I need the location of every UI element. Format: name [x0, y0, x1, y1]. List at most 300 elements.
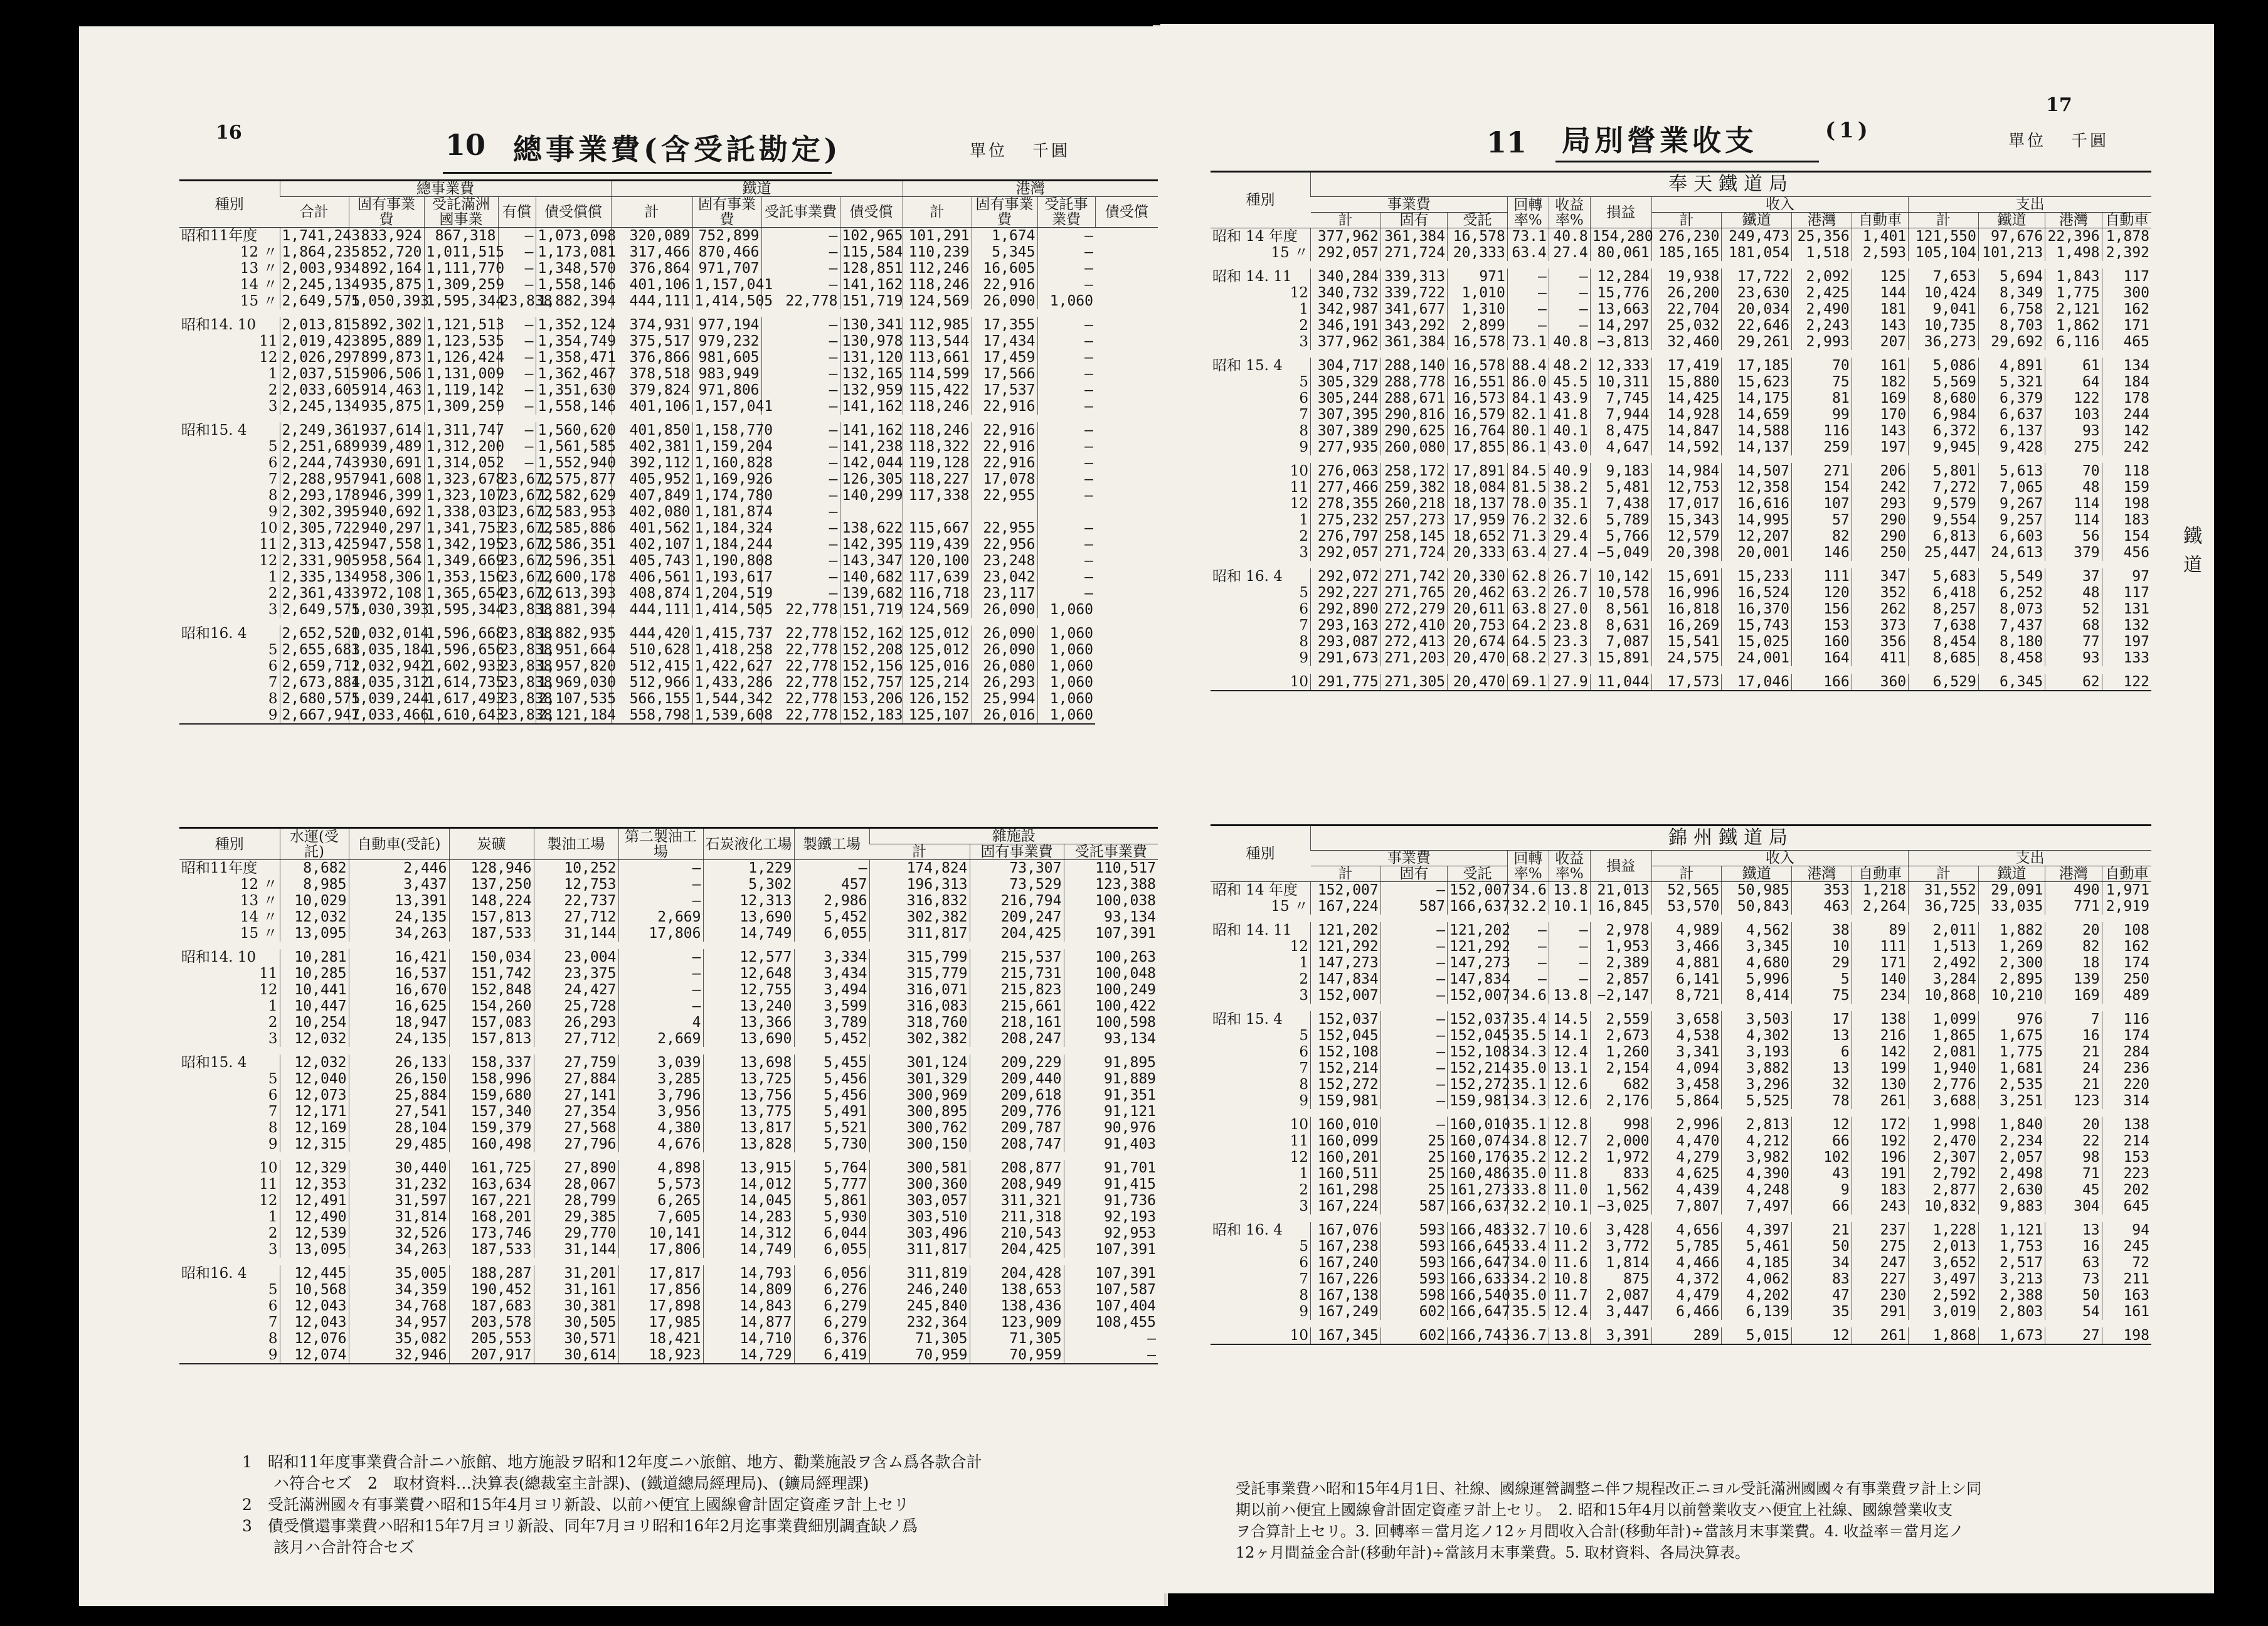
row-spacer [1211, 1320, 2151, 1327]
table-cell: 14,793 [703, 1265, 794, 1282]
table-cell: 187,533 [449, 1241, 534, 1258]
table-cell: 25,994 [972, 691, 1037, 707]
table-cell: 20 [2045, 1117, 2102, 1133]
table-cell: 139,682 [840, 585, 903, 602]
table-cell: 271,742 [1380, 568, 1447, 585]
table-cell: 1,972 [1590, 1149, 1651, 1166]
row-label: 12 [259, 349, 278, 366]
table-cell: 152,272 [1311, 1076, 1381, 1093]
table-cell: 215,731 [970, 965, 1064, 982]
table-cell: — [1037, 569, 1095, 585]
table-cell: 187,683 [449, 1298, 534, 1314]
table-cell: 361,384 [1380, 334, 1447, 350]
table-row [179, 625, 1158, 642]
table-cell: 126,305 [840, 471, 903, 487]
table-cell: 2,033,605 [280, 382, 349, 398]
table-cell: 1,422,627 [692, 658, 761, 674]
table-cell: — [1037, 585, 1095, 602]
row-label: 1 [1299, 301, 1309, 317]
table-cell: 271,765 [1380, 585, 1447, 601]
table-row [1211, 228, 2151, 245]
row-label: 6 [1299, 390, 1309, 406]
table-row [179, 422, 1158, 438]
table-cell: 174 [2102, 955, 2151, 971]
table-cell: 118 [2102, 463, 2151, 479]
table-cell: 7,745 [1590, 390, 1651, 406]
table-cell: 867,318 [424, 228, 498, 245]
table-cell: 91,895 [1064, 1055, 1158, 1071]
table-cell: 1,111,770 [424, 260, 498, 277]
table-cell: 7,638 [1909, 617, 1979, 634]
table-cell: 208,877 [970, 1160, 1064, 1176]
table-cell: 29,692 [1978, 334, 2045, 350]
table-cell: 12.8 [1549, 1117, 1590, 1133]
table-cell: 35,005 [349, 1265, 449, 1282]
table-row [1211, 1304, 2151, 1320]
table-cell: 204,428 [970, 1265, 1064, 1282]
table-cell: — [1037, 349, 1095, 366]
table-cell: 292,057 [1311, 545, 1381, 561]
table-cell: 84.5 [1507, 463, 1549, 479]
table-cell: 169 [1852, 390, 1908, 406]
row-label: 6 [268, 1087, 278, 1103]
table-cell: 2,535 [1978, 1076, 2045, 1093]
table-cell: 20,333 [1448, 245, 1508, 261]
table-cell: 3,458 [1651, 1076, 1722, 1093]
table-cell: 167,224 [1311, 898, 1381, 915]
table-cell: 12,073 [280, 1087, 349, 1103]
table-cell: 6,056 [794, 1265, 869, 1282]
table-cell: 73,307 [970, 860, 1064, 877]
row-label: 6 [268, 658, 278, 674]
table-cell: 510,628 [611, 642, 692, 658]
table-cell: 3,658 [1651, 1011, 1722, 1028]
col-header: 計 [1311, 866, 1381, 882]
table-cell: 28,799 [534, 1193, 618, 1209]
table-cell: 169 [2045, 987, 2102, 1004]
table-cell: 1,741,243 [280, 228, 349, 245]
table-cell: 5,455 [794, 1055, 869, 1071]
table-cell: 30,571 [534, 1331, 618, 1347]
table-cell: 971 [1448, 268, 1508, 285]
row-label: 6 [1299, 1044, 1309, 1060]
table-cell: 463 [1792, 898, 1852, 915]
table-cell: 2,331,905 [280, 553, 349, 569]
table-cell: 147,834 [1311, 971, 1381, 987]
table-cell: 5,456 [794, 1071, 869, 1087]
row-label: 9 [179, 707, 280, 724]
table-cell: 3,789 [794, 1014, 869, 1031]
footnote: 12ヶ月間益金合計(移動年計)÷當該月末事業費。5. 取材資料、各局決算表。 [1236, 1544, 1750, 1561]
table-cell: 5,086 [1909, 358, 1979, 374]
table-cell: 43 [1792, 1166, 1852, 1182]
table-cell: 6,376 [794, 1331, 869, 1347]
table-cell: 97 [2102, 568, 2151, 585]
col-header: 計 [1311, 213, 1381, 228]
table-row [179, 707, 1158, 724]
table-cell: 2,813 [1722, 1117, 1792, 1133]
table-cell: 50,985 [1722, 882, 1792, 899]
table-cell: 152,183 [840, 707, 903, 724]
table-cell: — [498, 317, 536, 333]
table-cell: 1,035,184 [349, 642, 424, 658]
table-cell: 2,087 [1590, 1287, 1651, 1304]
col-header: 自動車 [2102, 866, 2151, 882]
row-label: 7 [268, 1314, 278, 1331]
row-label: 12 [1290, 285, 1309, 301]
table-cell: — [498, 260, 536, 277]
row-label: 6 [1299, 1255, 1309, 1271]
table-cell: 34,768 [349, 1298, 449, 1314]
table-cell: 339,313 [1380, 268, 1447, 285]
table-row [179, 382, 1158, 398]
table-cell: 1,358,471 [536, 349, 611, 366]
table-cell: 167,249 [1311, 1304, 1381, 1320]
row-spacer [179, 1152, 1158, 1160]
col-header: 固有事業費 [970, 844, 1064, 860]
table-cell: 1,513 [1909, 938, 1979, 955]
table-cell: 2,013 [1909, 1238, 1979, 1255]
table-row [179, 1087, 1158, 1103]
table-cell: 490 [2045, 882, 2102, 899]
table-cell: 34.3 [1507, 1044, 1549, 1060]
table-cell: — [1507, 317, 1549, 334]
table-cell: 14,312 [703, 1225, 794, 1241]
table-cell: 152,037 [1311, 1011, 1381, 1028]
table-cell: 7,653 [1909, 268, 1979, 285]
table-cell: 183 [2102, 512, 2151, 528]
table-cell: 218,161 [970, 1014, 1064, 1031]
table-cell: 377,962 [1311, 228, 1381, 245]
col-header: 回轉率% [1507, 197, 1549, 228]
table-cell: 183 [1852, 1182, 1908, 1198]
table-cell: 23,248 [972, 553, 1037, 569]
table-cell: 2,559 [1590, 1011, 1651, 1028]
table-cell: 14,843 [703, 1298, 794, 1314]
table-cell: 318,760 [869, 1014, 970, 1031]
table-cell: 374,931 [611, 317, 692, 333]
table-cell: 346,191 [1311, 317, 1381, 334]
table-cell: 300,150 [869, 1136, 970, 1152]
table-cell: 2,026,297 [280, 349, 349, 366]
spacer-cell [179, 942, 1158, 949]
table-cell: 3,296 [1722, 1076, 1792, 1093]
table-cell: 4,390 [1722, 1166, 1792, 1182]
table-cell: 12,032 [280, 909, 349, 925]
table-cell: 2,293,178 [280, 487, 349, 504]
table-row [179, 1071, 1158, 1087]
table-cell: 121,292 [1448, 938, 1508, 955]
table-cell: 1,309,259 [424, 398, 498, 415]
row-label: 10 [1211, 674, 1311, 691]
table-cell: 12,284 [1590, 268, 1651, 285]
table-cell: — [498, 422, 536, 438]
table-cell: 361,384 [1380, 228, 1447, 245]
table-cell: 2,249,361 [280, 422, 349, 438]
table-cell: 34.6 [1507, 987, 1549, 1004]
table-cell: 117,338 [903, 487, 972, 504]
table-cell: 8,561 [1590, 601, 1651, 617]
table-cell: 12,490 [280, 1209, 349, 1225]
row-spacer [1211, 561, 2151, 568]
table-cell: 17,078 [972, 471, 1037, 487]
table-cell: 11.7 [1549, 1287, 1590, 1304]
table-cell: 15,343 [1651, 512, 1722, 528]
table-cell: 166,540 [1448, 1287, 1508, 1304]
table-cell: 1,060 [1037, 293, 1095, 309]
table-cell: 262 [1852, 601, 1908, 617]
table-cell: 197 [1852, 439, 1908, 455]
table-cell: 352 [1852, 585, 1908, 601]
table-cell: — [761, 520, 840, 536]
row-label: 13 〃 [240, 893, 278, 909]
table-cell: 593 [1380, 1238, 1447, 1255]
table-cell: 208,247 [970, 1031, 1064, 1047]
table-cell: 206 [1852, 463, 1908, 479]
table-cell: 5,777 [794, 1176, 869, 1193]
table-cell: 167,238 [1311, 1238, 1381, 1255]
table-cell: 138,436 [970, 1298, 1064, 1314]
table-row [1211, 1222, 2151, 1238]
table-cell: 24,575 [1651, 650, 1722, 666]
table-cell: 77 [2045, 634, 2102, 650]
table-row [1211, 1238, 2151, 1255]
table-cell: 21 [2045, 1076, 2102, 1093]
table-cell: 101,291 [903, 228, 972, 245]
table-cell: 64.2 [1507, 617, 1549, 634]
table-cell: 1,229 [703, 860, 794, 877]
table-cell: 22,916 [972, 422, 1037, 438]
table-cell: 31,552 [1909, 882, 1979, 899]
table-cell: 8,631 [1590, 617, 1651, 634]
table-cell: 32.6 [1549, 512, 1590, 528]
table-cell: 23,117 [972, 585, 1037, 602]
col-header: 受託事業費 [1037, 197, 1095, 228]
table-cell: 125,012 [903, 642, 972, 658]
table-cell: 156 [1792, 601, 1852, 617]
unit-label: 單位 [970, 142, 1008, 161]
row-label: 12 [1290, 496, 1309, 512]
row-label: 5 [268, 438, 278, 455]
table-cell: 123,909 [970, 1314, 1064, 1331]
row-label: 13 〃 [240, 260, 278, 277]
row-spacer [1211, 1214, 2151, 1222]
table-cell: 12,648 [703, 965, 794, 982]
table-cell: 290,816 [1380, 406, 1447, 423]
table-cell: 5,864 [1651, 1093, 1722, 1109]
table-cell: 152,108 [1448, 1044, 1508, 1060]
table-cell: 2,019,423 [280, 333, 349, 349]
table-cell: 27,890 [534, 1160, 618, 1176]
table-cell: 375,517 [611, 333, 692, 349]
table-cell: 132,959 [840, 382, 903, 398]
table-cell: 3,284 [1909, 971, 1979, 987]
table-cell: 8,073 [1978, 601, 2045, 617]
table-cell: 979,232 [692, 333, 761, 349]
table-cell: 22,704 [1651, 301, 1722, 317]
table-cell: — [1037, 228, 1095, 245]
table-cell: 26,090 [972, 602, 1037, 618]
table-cell: 4 [618, 1014, 703, 1031]
table-cell: 75 [1792, 987, 1852, 1004]
table-cell: 113,544 [903, 333, 972, 349]
table-cell: 22,778 [761, 625, 840, 642]
table-cell: 173,746 [449, 1225, 534, 1241]
table-cell: 1,060 [1037, 625, 1095, 642]
table-cell: 558,798 [611, 707, 692, 724]
table-cell: 1,354,749 [536, 333, 611, 349]
table-cell: 208,949 [970, 1176, 1064, 1193]
table-cell: 166,743 [1448, 1327, 1508, 1344]
table-cell: 76.2 [1507, 512, 1549, 528]
table-row [1211, 285, 2151, 301]
table-row [1211, 406, 2151, 423]
table-cell: 3,213 [1978, 1271, 2045, 1287]
table-cell: 17,891 [1448, 463, 1508, 479]
table-cell: 4,372 [1651, 1271, 1722, 1287]
footnote: 1 昭和11年度事業費合計ニハ旅館、地方施設ヲ昭和12年度ニハ旅館、地方、勸業施設ヲ含ム爲各款合計 [242, 1453, 982, 1471]
table-cell: 105,104 [1909, 245, 1979, 261]
table-cell: 4,625 [1651, 1166, 1722, 1182]
table-cell: 23,838 [498, 658, 536, 674]
table-cell: 1,184,244 [692, 536, 761, 553]
table-cell: 272,279 [1380, 601, 1447, 617]
table-cell: 5,766 [1590, 528, 1651, 545]
table-cell: 153 [2102, 1149, 2151, 1166]
table-cell: 1,418,258 [692, 642, 761, 658]
table-cell: 249,473 [1722, 228, 1792, 245]
table-cell: 3,193 [1722, 1044, 1792, 1060]
table-cell: 566,155 [611, 691, 692, 707]
table-cell: 154 [1792, 479, 1852, 496]
table-cell: 1,030,393 [349, 602, 424, 618]
table-cell: 43.9 [1549, 390, 1590, 406]
table-cell: 275,232 [1311, 512, 1381, 528]
table-cell: 833,924 [349, 228, 424, 245]
table-cell: 1,060 [1037, 674, 1095, 691]
table-cell: 2,649,575 [280, 293, 349, 309]
table-cell: 2,655,683 [280, 642, 349, 658]
row-label: 昭和16. 4 [181, 1265, 247, 1282]
table-cell: 130,978 [840, 333, 903, 349]
table-cell: 152,108 [1311, 1044, 1381, 1060]
table-cell: 170 [1852, 406, 1908, 423]
col-header: 炭礦 [449, 828, 534, 860]
table-cell: 41.8 [1549, 406, 1590, 423]
table-cell: 120 [1792, 585, 1852, 601]
row-label: 3 [268, 1031, 278, 1047]
table-cell: 14,809 [703, 1282, 794, 1298]
table-cell: 17,806 [618, 925, 703, 942]
table-cell: 6,984 [1909, 406, 1979, 423]
table-cell: 2,154 [1590, 1060, 1651, 1076]
table-cell: 852,720 [349, 244, 424, 260]
table-cell: 1,617,493 [424, 691, 498, 707]
table-cell: 1,998 [1909, 1117, 1979, 1133]
table-cell: 1,033,466 [349, 707, 424, 724]
table-cell: — [618, 965, 703, 982]
table-cell: 7,497 [1722, 1198, 1792, 1214]
table-cell: 981,605 [692, 349, 761, 366]
table-cell: 1,865 [1909, 1028, 1979, 1044]
table-cell: 139 [2045, 971, 2102, 987]
left-footnotes [242, 1452, 982, 1558]
table-cell: 401,850 [611, 422, 692, 438]
table-cell: 100,598 [1064, 1014, 1158, 1031]
table-cell: 1,353,156 [424, 569, 498, 585]
table-cell: — [761, 569, 840, 585]
table-cell: 4,094 [1651, 1060, 1722, 1076]
table-cell: 1,753 [1978, 1238, 2045, 1255]
table-cell: 34,359 [349, 1282, 449, 1298]
table-cell: 8,721 [1651, 987, 1722, 1004]
group-header: 雜施設 [869, 828, 1158, 844]
table-row [179, 949, 1158, 965]
table-cell: 2,176 [1590, 1093, 1651, 1109]
table-cell: 2,492 [1909, 955, 1979, 971]
row-label: 15 〃 [240, 925, 278, 942]
table-row [1211, 568, 2151, 585]
table-cell: — [761, 277, 840, 293]
table-cell: 1,586,351 [536, 536, 611, 553]
table-cell: 2,630 [1978, 1182, 2045, 1198]
table-cell: 2,919 [2102, 898, 2151, 915]
table-cell: 5,694 [1978, 268, 2045, 285]
col-header: 港灣 [1792, 213, 1852, 228]
table-cell: 456 [2102, 545, 2151, 561]
row-label: 12 [1290, 1149, 1309, 1166]
table-cell: 16,578 [1448, 358, 1508, 374]
table-cell: 1,582,629 [536, 487, 611, 504]
table-cell: 10,029 [280, 893, 349, 909]
table-cell: 303,496 [869, 1225, 970, 1241]
table-cell: 29,485 [349, 1136, 449, 1152]
table-cell: 15,623 [1722, 374, 1792, 390]
table-cell: 5,015 [1722, 1327, 1792, 1344]
table-cell: 120,100 [903, 553, 972, 569]
table-cell: 84.1 [1507, 390, 1549, 406]
table-cell: 26,200 [1651, 285, 1722, 301]
table-row [179, 1265, 1158, 1282]
table-cell: 7,272 [1909, 479, 1979, 496]
table-cell: 261 [1852, 1327, 1908, 1344]
table-cell: 125,016 [903, 658, 972, 674]
table-cell: 258,145 [1380, 528, 1447, 545]
table-cell: 1,159,204 [692, 438, 761, 455]
table-cell: 1,602,933 [424, 658, 498, 674]
row-label: 11 [259, 333, 278, 349]
table-cell: 290 [1852, 528, 1908, 545]
table-cell: 31,144 [534, 925, 618, 942]
table-cell: — [1549, 268, 1590, 285]
table-cell: 895,889 [349, 333, 424, 349]
table-cell: 29 [1792, 955, 1852, 971]
row-label: 5 [268, 1282, 278, 1298]
table-cell: 1,558,146 [536, 277, 611, 293]
group-header: 鐵道 [611, 181, 903, 197]
table-cell: 3,466 [1651, 938, 1722, 955]
col-header: 種別 [1211, 172, 1311, 228]
table-cell: 16,573 [1448, 390, 1508, 406]
table-cell: 1,011,515 [424, 244, 498, 260]
table-cell: 5,321 [1978, 374, 2045, 390]
table-cell: 1,060 [1037, 691, 1095, 707]
table-cell: — [1380, 938, 1447, 955]
table-row [179, 1331, 1158, 1347]
table-cell: 261 [1852, 1093, 1908, 1109]
table-cell: 143,347 [840, 553, 903, 569]
col-header: 鐵道 [1978, 213, 2045, 228]
